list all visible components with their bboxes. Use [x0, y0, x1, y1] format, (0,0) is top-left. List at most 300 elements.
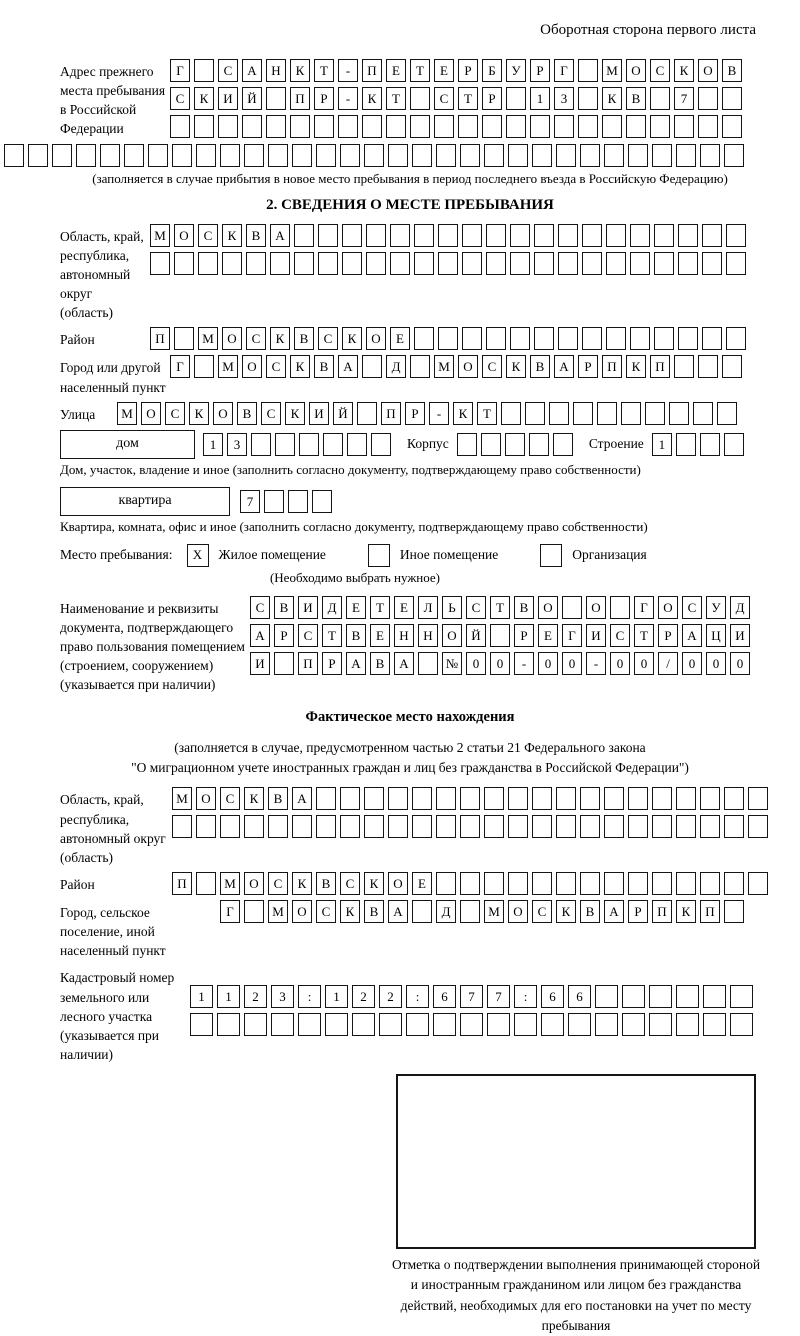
char-cell[interactable]: П — [652, 900, 672, 923]
char-cell[interactable] — [628, 872, 648, 895]
char-cell[interactable]: 0 — [538, 652, 558, 675]
char-cell[interactable] — [678, 252, 698, 275]
char-cell[interactable]: О — [292, 900, 312, 923]
char-cell[interactable]: 0 — [466, 652, 486, 675]
char-cell[interactable] — [532, 872, 552, 895]
char-cell[interactable] — [693, 402, 713, 425]
char-cell[interactable]: О — [586, 596, 606, 619]
char-cell[interactable]: 0 — [490, 652, 510, 675]
char-cell[interactable] — [510, 327, 530, 350]
char-cell[interactable] — [462, 327, 482, 350]
char-cell[interactable] — [196, 872, 216, 895]
char-cell[interactable] — [150, 252, 170, 275]
char-cell[interactable]: 2 — [352, 985, 375, 1008]
char-cell[interactable]: В — [274, 596, 294, 619]
char-cell[interactable] — [148, 144, 168, 167]
char-cell[interactable] — [481, 433, 501, 456]
char-cell[interactable]: М — [198, 327, 218, 350]
char-cell[interactable]: 0 — [562, 652, 582, 675]
char-cell[interactable] — [700, 787, 720, 810]
char-cell[interactable]: О — [538, 596, 558, 619]
char-cell[interactable]: Й — [333, 402, 353, 425]
char-cell[interactable]: Г — [220, 900, 240, 923]
char-cell[interactable]: Т — [634, 624, 654, 647]
char-cell[interactable]: О — [698, 59, 718, 82]
char-cell[interactable] — [410, 87, 430, 110]
char-cell[interactable]: Г — [554, 59, 574, 82]
char-cell[interactable]: И — [218, 87, 238, 110]
char-cell[interactable] — [4, 144, 24, 167]
char-cell[interactable]: Г — [170, 59, 190, 82]
char-cell[interactable] — [606, 224, 626, 247]
char-cell[interactable]: Е — [412, 872, 432, 895]
char-cell[interactable]: М — [220, 872, 240, 895]
char-cell[interactable]: 2 — [244, 985, 267, 1008]
char-cell[interactable] — [174, 252, 194, 275]
char-cell[interactable] — [362, 115, 382, 138]
char-cell[interactable]: С — [266, 355, 286, 378]
char-cell[interactable] — [194, 115, 214, 138]
char-cell[interactable] — [124, 144, 144, 167]
char-cell[interactable] — [323, 433, 343, 456]
char-cell[interactable] — [486, 252, 506, 275]
char-cell[interactable] — [244, 1013, 267, 1036]
char-cell[interactable]: О — [388, 872, 408, 895]
char-cell[interactable]: О — [174, 224, 194, 247]
char-cell[interactable]: И — [250, 652, 270, 675]
char-cell[interactable] — [510, 252, 530, 275]
char-cell[interactable] — [580, 787, 600, 810]
char-cell[interactable] — [674, 115, 694, 138]
char-cell[interactable] — [730, 985, 753, 1008]
char-cell[interactable]: Й — [242, 87, 262, 110]
char-cell[interactable] — [268, 144, 288, 167]
char-cell[interactable]: Р — [314, 87, 334, 110]
char-cell[interactable]: Н — [394, 624, 414, 647]
char-cell[interactable] — [556, 787, 576, 810]
char-cell[interactable] — [676, 985, 699, 1008]
char-cell[interactable] — [554, 115, 574, 138]
char-cell[interactable] — [433, 1013, 456, 1036]
char-cell[interactable] — [340, 144, 360, 167]
char-cell[interactable] — [170, 115, 190, 138]
char-cell[interactable] — [460, 1013, 483, 1036]
char-cell[interactable]: М — [484, 900, 504, 923]
char-cell[interactable] — [244, 144, 264, 167]
char-cell[interactable]: П — [700, 900, 720, 923]
char-cell[interactable]: М — [268, 900, 288, 923]
char-cell[interactable]: А — [394, 652, 414, 675]
char-cell[interactable]: Ц — [706, 624, 726, 647]
char-cell[interactable]: В — [314, 355, 334, 378]
char-cell[interactable] — [484, 815, 504, 838]
char-cell[interactable]: В — [246, 224, 266, 247]
char-cell[interactable]: К — [674, 59, 694, 82]
char-cell[interactable]: Р — [274, 624, 294, 647]
char-cell[interactable] — [436, 787, 456, 810]
char-cell[interactable] — [458, 115, 478, 138]
char-cell[interactable]: С — [170, 87, 190, 110]
char-cell[interactable] — [386, 115, 406, 138]
char-cell[interactable] — [312, 490, 332, 513]
char-cell[interactable] — [582, 224, 602, 247]
char-cell[interactable]: Д — [322, 596, 342, 619]
char-cell[interactable] — [244, 815, 264, 838]
char-cell[interactable]: С — [246, 327, 266, 350]
char-cell[interactable] — [676, 144, 696, 167]
char-cell[interactable] — [578, 115, 598, 138]
char-cell[interactable] — [510, 224, 530, 247]
char-cell[interactable] — [316, 144, 336, 167]
char-cell[interactable] — [506, 115, 526, 138]
char-cell[interactable] — [726, 224, 746, 247]
char-cell[interactable] — [562, 596, 582, 619]
char-cell[interactable]: 2 — [379, 985, 402, 1008]
char-cell[interactable] — [318, 252, 338, 275]
char-cell[interactable] — [676, 815, 696, 838]
char-cell[interactable] — [698, 87, 718, 110]
char-cell[interactable] — [414, 327, 434, 350]
char-cell[interactable]: : — [298, 985, 321, 1008]
char-cell[interactable]: О — [626, 59, 646, 82]
char-cell[interactable]: В — [722, 59, 742, 82]
char-cell[interactable] — [606, 327, 626, 350]
char-cell[interactable] — [484, 144, 504, 167]
char-cell[interactable] — [190, 1013, 213, 1036]
char-cell[interactable] — [290, 115, 310, 138]
char-cell[interactable]: 1 — [203, 433, 223, 456]
char-cell[interactable] — [645, 402, 665, 425]
char-cell[interactable] — [379, 1013, 402, 1036]
char-cell[interactable] — [726, 327, 746, 350]
char-cell[interactable] — [676, 872, 696, 895]
char-cell[interactable]: Т — [458, 87, 478, 110]
char-cell[interactable]: С — [316, 900, 336, 923]
char-cell[interactable]: Т — [314, 59, 334, 82]
char-cell[interactable] — [414, 224, 434, 247]
char-cell[interactable] — [698, 355, 718, 378]
char-cell[interactable] — [366, 252, 386, 275]
char-cell[interactable]: № — [442, 652, 462, 675]
char-cell[interactable]: В — [294, 327, 314, 350]
char-cell[interactable]: П — [150, 327, 170, 350]
char-cell[interactable]: Н — [418, 624, 438, 647]
char-cell[interactable] — [558, 224, 578, 247]
char-cell[interactable]: О — [658, 596, 678, 619]
char-cell[interactable]: В — [530, 355, 550, 378]
char-cell[interactable]: И — [730, 624, 750, 647]
char-cell[interactable] — [582, 327, 602, 350]
char-cell[interactable] — [100, 144, 120, 167]
char-cell[interactable]: С — [482, 355, 502, 378]
char-cell[interactable]: Е — [394, 596, 414, 619]
char-cell[interactable] — [264, 490, 284, 513]
char-cell[interactable]: П — [172, 872, 192, 895]
char-cell[interactable]: Т — [410, 59, 430, 82]
char-cell[interactable] — [724, 144, 744, 167]
char-cell[interactable]: Й — [466, 624, 486, 647]
char-cell[interactable]: А — [242, 59, 262, 82]
char-cell[interactable] — [364, 815, 384, 838]
char-cell[interactable] — [342, 252, 362, 275]
char-cell[interactable]: И — [586, 624, 606, 647]
char-cell[interactable]: 6 — [568, 985, 591, 1008]
char-cell[interactable] — [654, 252, 674, 275]
char-cell[interactable]: К — [506, 355, 526, 378]
char-cell[interactable]: М — [434, 355, 454, 378]
char-cell[interactable] — [194, 59, 214, 82]
char-cell[interactable]: Е — [538, 624, 558, 647]
char-cell[interactable] — [52, 144, 72, 167]
char-cell[interactable]: Г — [562, 624, 582, 647]
char-cell[interactable]: С — [466, 596, 486, 619]
char-cell[interactable] — [595, 985, 618, 1008]
char-cell[interactable] — [650, 87, 670, 110]
char-cell[interactable] — [268, 815, 288, 838]
char-cell[interactable] — [347, 433, 367, 456]
char-cell[interactable] — [434, 115, 454, 138]
char-cell[interactable]: 7 — [240, 490, 260, 513]
char-cell[interactable] — [652, 787, 672, 810]
char-cell[interactable]: 1 — [190, 985, 213, 1008]
char-cell[interactable] — [340, 815, 360, 838]
char-cell[interactable]: Н — [266, 59, 286, 82]
char-cell[interactable] — [558, 327, 578, 350]
char-cell[interactable]: К — [340, 900, 360, 923]
char-cell[interactable]: - — [586, 652, 606, 675]
char-cell[interactable] — [556, 872, 576, 895]
char-cell[interactable]: О — [458, 355, 478, 378]
char-cell[interactable] — [676, 1013, 699, 1036]
char-cell[interactable] — [669, 402, 689, 425]
char-cell[interactable]: С — [318, 327, 338, 350]
char-cell[interactable]: Р — [628, 900, 648, 923]
char-cell[interactable]: Л — [418, 596, 438, 619]
char-cell[interactable]: К — [290, 59, 310, 82]
char-cell[interactable]: - — [338, 87, 358, 110]
char-cell[interactable] — [484, 872, 504, 895]
char-cell[interactable] — [438, 327, 458, 350]
char-cell[interactable] — [595, 1013, 618, 1036]
char-cell[interactable] — [388, 144, 408, 167]
char-cell[interactable]: М — [117, 402, 137, 425]
char-cell[interactable] — [198, 252, 218, 275]
char-cell[interactable]: С — [165, 402, 185, 425]
char-cell[interactable]: К — [189, 402, 209, 425]
char-cell[interactable] — [652, 144, 672, 167]
char-cell[interactable]: С — [650, 59, 670, 82]
char-cell[interactable]: Р — [405, 402, 425, 425]
char-cell[interactable]: О — [244, 872, 264, 895]
char-cell[interactable]: А — [346, 652, 366, 675]
char-cell[interactable] — [534, 327, 554, 350]
char-cell[interactable] — [529, 433, 549, 456]
char-cell[interactable]: А — [388, 900, 408, 923]
char-cell[interactable] — [530, 115, 550, 138]
char-cell[interactable]: К — [676, 900, 696, 923]
char-cell[interactable] — [626, 115, 646, 138]
char-cell[interactable] — [266, 115, 286, 138]
char-cell[interactable] — [364, 144, 384, 167]
char-cell[interactable]: Т — [490, 596, 510, 619]
char-cell[interactable] — [726, 252, 746, 275]
checkbox-organizatsiya[interactable] — [540, 544, 562, 567]
char-cell[interactable]: Е — [370, 624, 390, 647]
char-cell[interactable] — [410, 355, 430, 378]
char-cell[interactable] — [76, 144, 96, 167]
char-cell[interactable] — [438, 224, 458, 247]
char-cell[interactable] — [553, 433, 573, 456]
char-cell[interactable] — [604, 144, 624, 167]
char-cell[interactable] — [582, 252, 602, 275]
char-cell[interactable]: О — [141, 402, 161, 425]
char-cell[interactable] — [246, 252, 266, 275]
char-cell[interactable]: К — [270, 327, 290, 350]
char-cell[interactable] — [580, 872, 600, 895]
char-cell[interactable]: 7 — [460, 985, 483, 1008]
char-cell[interactable] — [242, 115, 262, 138]
char-cell[interactable]: А — [682, 624, 702, 647]
char-cell[interactable]: М — [218, 355, 238, 378]
char-cell[interactable] — [724, 872, 744, 895]
char-cell[interactable] — [486, 224, 506, 247]
char-cell[interactable]: С — [268, 872, 288, 895]
char-cell[interactable]: 7 — [674, 87, 694, 110]
char-cell[interactable]: О — [366, 327, 386, 350]
char-cell[interactable] — [218, 115, 238, 138]
char-cell[interactable] — [220, 815, 240, 838]
char-cell[interactable]: К — [364, 872, 384, 895]
char-cell[interactable] — [196, 815, 216, 838]
char-cell[interactable] — [652, 815, 672, 838]
char-cell[interactable]: Е — [434, 59, 454, 82]
char-cell[interactable] — [270, 252, 290, 275]
char-cell[interactable]: Р — [530, 59, 550, 82]
char-cell[interactable] — [316, 787, 336, 810]
char-cell[interactable]: Р — [322, 652, 342, 675]
char-cell[interactable] — [604, 815, 624, 838]
char-cell[interactable] — [700, 433, 720, 456]
char-cell[interactable] — [352, 1013, 375, 1036]
char-cell[interactable]: Д — [436, 900, 456, 923]
char-cell[interactable]: В — [268, 787, 288, 810]
char-cell[interactable]: С — [298, 624, 318, 647]
char-cell[interactable] — [412, 787, 432, 810]
char-cell[interactable]: 7 — [487, 985, 510, 1008]
char-cell[interactable]: О — [242, 355, 262, 378]
char-cell[interactable] — [316, 815, 336, 838]
char-cell[interactable]: С — [261, 402, 281, 425]
char-cell[interactable]: Т — [370, 596, 390, 619]
checkbox-zhiloe-pomeshchenie[interactable]: X — [187, 544, 209, 567]
char-cell[interactable]: Е — [386, 59, 406, 82]
char-cell[interactable] — [342, 224, 362, 247]
char-cell[interactable] — [508, 144, 528, 167]
char-cell[interactable] — [388, 815, 408, 838]
char-cell[interactable] — [28, 144, 48, 167]
char-cell[interactable]: В — [237, 402, 257, 425]
char-cell[interactable] — [482, 115, 502, 138]
char-cell[interactable]: / — [658, 652, 678, 675]
char-cell[interactable] — [412, 144, 432, 167]
char-cell[interactable] — [717, 402, 737, 425]
char-cell[interactable]: К — [194, 87, 214, 110]
char-cell[interactable] — [532, 787, 552, 810]
char-cell[interactable] — [487, 1013, 510, 1036]
char-cell[interactable] — [484, 787, 504, 810]
char-cell[interactable] — [338, 115, 358, 138]
char-cell[interactable] — [220, 144, 240, 167]
char-cell[interactable]: - — [514, 652, 534, 675]
char-cell[interactable] — [436, 872, 456, 895]
char-cell[interactable]: А — [554, 355, 574, 378]
char-cell[interactable]: С — [682, 596, 702, 619]
char-cell[interactable] — [534, 252, 554, 275]
char-cell[interactable]: М — [602, 59, 622, 82]
char-cell[interactable] — [460, 872, 480, 895]
char-cell[interactable]: 6 — [541, 985, 564, 1008]
char-cell[interactable]: Е — [390, 327, 410, 350]
char-cell[interactable]: 3 — [554, 87, 574, 110]
char-cell[interactable]: У — [506, 59, 526, 82]
char-cell[interactable] — [460, 144, 480, 167]
char-cell[interactable]: П — [298, 652, 318, 675]
char-cell[interactable]: О — [213, 402, 233, 425]
char-cell[interactable] — [676, 787, 696, 810]
char-cell[interactable] — [294, 252, 314, 275]
char-cell[interactable] — [700, 144, 720, 167]
char-cell[interactable]: К — [453, 402, 473, 425]
char-cell[interactable] — [702, 252, 722, 275]
char-cell[interactable] — [371, 433, 391, 456]
char-cell[interactable]: С — [532, 900, 552, 923]
char-cell[interactable] — [244, 900, 264, 923]
char-cell[interactable] — [622, 985, 645, 1008]
char-cell[interactable] — [390, 252, 410, 275]
char-cell[interactable] — [462, 252, 482, 275]
char-cell[interactable]: П — [362, 59, 382, 82]
char-cell[interactable] — [194, 355, 214, 378]
char-cell[interactable]: Р — [514, 624, 534, 647]
char-cell[interactable] — [532, 144, 552, 167]
char-cell[interactable] — [288, 490, 308, 513]
char-cell[interactable] — [486, 327, 506, 350]
char-cell[interactable] — [703, 985, 726, 1008]
char-cell[interactable]: К — [626, 355, 646, 378]
char-cell[interactable] — [505, 433, 525, 456]
char-cell[interactable] — [325, 1013, 348, 1036]
char-cell[interactable]: А — [338, 355, 358, 378]
char-cell[interactable] — [678, 327, 698, 350]
char-cell[interactable] — [457, 433, 477, 456]
char-cell[interactable]: С — [434, 87, 454, 110]
char-cell[interactable] — [298, 1013, 321, 1036]
char-cell[interactable] — [508, 872, 528, 895]
char-cell[interactable]: Г — [170, 355, 190, 378]
char-cell[interactable] — [602, 115, 622, 138]
char-cell[interactable] — [412, 815, 432, 838]
char-cell[interactable] — [724, 787, 744, 810]
char-cell[interactable] — [460, 900, 480, 923]
char-cell[interactable]: И — [309, 402, 329, 425]
char-cell[interactable] — [196, 144, 216, 167]
char-cell[interactable]: С — [610, 624, 630, 647]
char-cell[interactable] — [366, 224, 386, 247]
char-cell[interactable] — [271, 1013, 294, 1036]
char-cell[interactable]: В — [370, 652, 390, 675]
char-cell[interactable] — [292, 815, 312, 838]
char-cell[interactable] — [292, 144, 312, 167]
